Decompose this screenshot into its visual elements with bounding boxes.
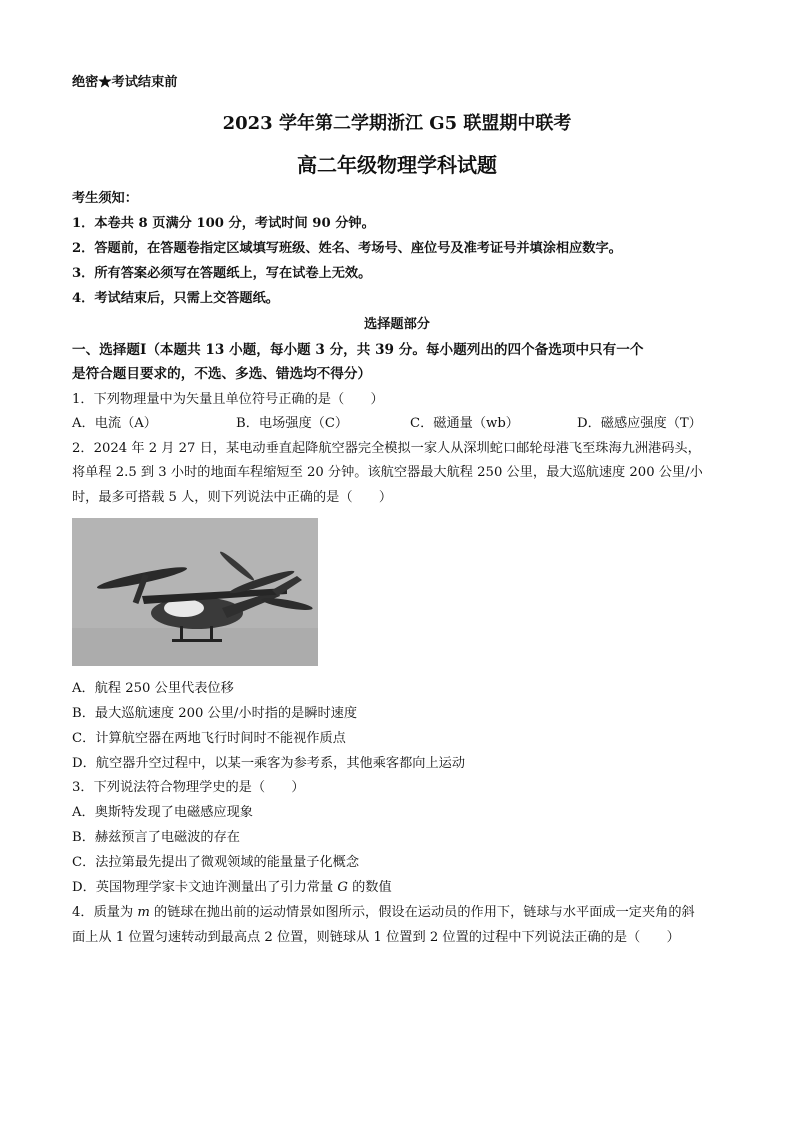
notice-item: 3．所有答案必须写在答题纸上，写在试卷上无效。 xyxy=(72,266,372,281)
question-2-stem: 将单程 2.5 到 3 小时的地面车程缩短至 20 分钟。该航空器最大航程 250 公里，最大巡航速度 200 公里/小 xyxy=(72,465,703,480)
question-3-option: C．法拉第最先提出了微观领域的能量量子化概念 xyxy=(72,855,360,870)
question-2-option: C．计算航空器在两地飞行时间时不能视作质点 xyxy=(72,731,346,746)
exam-title: 2023 学年第二学期浙江 G5 联盟期中联考 xyxy=(222,113,572,134)
stem-text: 的链球在抛出前的运动情景如图所示，假设在运动员的作用下，链球与水平面成一定夹角的斜 xyxy=(149,905,695,920)
question-1-option: D．磁感应强度（T） xyxy=(577,416,702,431)
mass-symbol: m xyxy=(137,905,150,920)
option-text: D．英国物理学家卡文迪许测量出了引力常量 xyxy=(72,880,338,895)
exam-subtitle: 高二年级物理学科试题 xyxy=(297,153,497,177)
question-3-option-d xyxy=(72,879,392,897)
question-3-stem: 3．下列说法符合物理学史的是（ ） xyxy=(72,780,305,795)
question-2-option: B．最大巡航速度 200 公里/小时指的是瞬时速度 xyxy=(72,706,358,721)
notice-item: 4．考试结束后，只需上交答题纸。 xyxy=(72,291,279,306)
stem-text: 4．质量为 xyxy=(72,905,138,920)
notice-heading: 考生须知： xyxy=(72,191,138,206)
section-heading: 是符合题目要求的，不选、多选、错选均不得分） xyxy=(72,366,372,382)
question-3-option: B．赫兹预言了电磁波的存在 xyxy=(72,830,240,845)
question-1-option: C．磁通量（wb） xyxy=(410,416,519,431)
aircraft-photo xyxy=(72,518,318,666)
question-2-option: D．航空器升空过程中，以某一乘客为参考系，其他乘客都向上运动 xyxy=(72,756,466,771)
question-2-stem: 2．2024 年 2 月 27 日，某电动垂直起降航空器完全模拟一家人从深圳蛇口邮轮母港飞至珠海九洲港码头， xyxy=(72,441,701,456)
question-2-option: A．航程 250 公里代表位移 xyxy=(72,681,234,696)
question-2-stem: 时，最多可搭载 5 人，则下列说法中正确的是（ ） xyxy=(72,490,393,505)
question-3-option: A．奥斯特发现了电磁感应现象 xyxy=(72,805,253,820)
question-1-option: A．电流（A） xyxy=(72,416,157,431)
option-text: 的数值 xyxy=(347,880,392,895)
section-heading: 一、选择题Ⅰ（本题共 13 小题，每小题 3 分，共 39 分。每小题列出的四个备选项中只有一个 xyxy=(72,342,644,358)
section-title: 选择题部分 xyxy=(364,317,430,332)
question-1-option: B．电场强度（C） xyxy=(236,416,349,431)
gravitational-constant-symbol: G xyxy=(337,880,348,895)
confidential-mark: 绝密★考试结束前 xyxy=(72,75,178,90)
question-4-stem: 面上从 1 位置匀速转动到最高点 2 位置，则链球从 1 位置到 2 位置的过程中下列说法正确的是（ ） xyxy=(72,930,680,945)
notice-item: 2．答题前，在答题卷指定区域填写班级、姓名、考场号、座位号及准考证号并填涂相应数字。 xyxy=(72,241,622,256)
notice-item: 1．本卷共 8 页满分 100 分，考试时间 90 分钟。 xyxy=(72,216,375,231)
evtol-aircraft-illustration xyxy=(72,518,318,666)
question-4-stem xyxy=(72,904,695,922)
question-1-stem: 1．下列物理量中为矢量且单位符号正确的是（ ） xyxy=(72,392,384,407)
